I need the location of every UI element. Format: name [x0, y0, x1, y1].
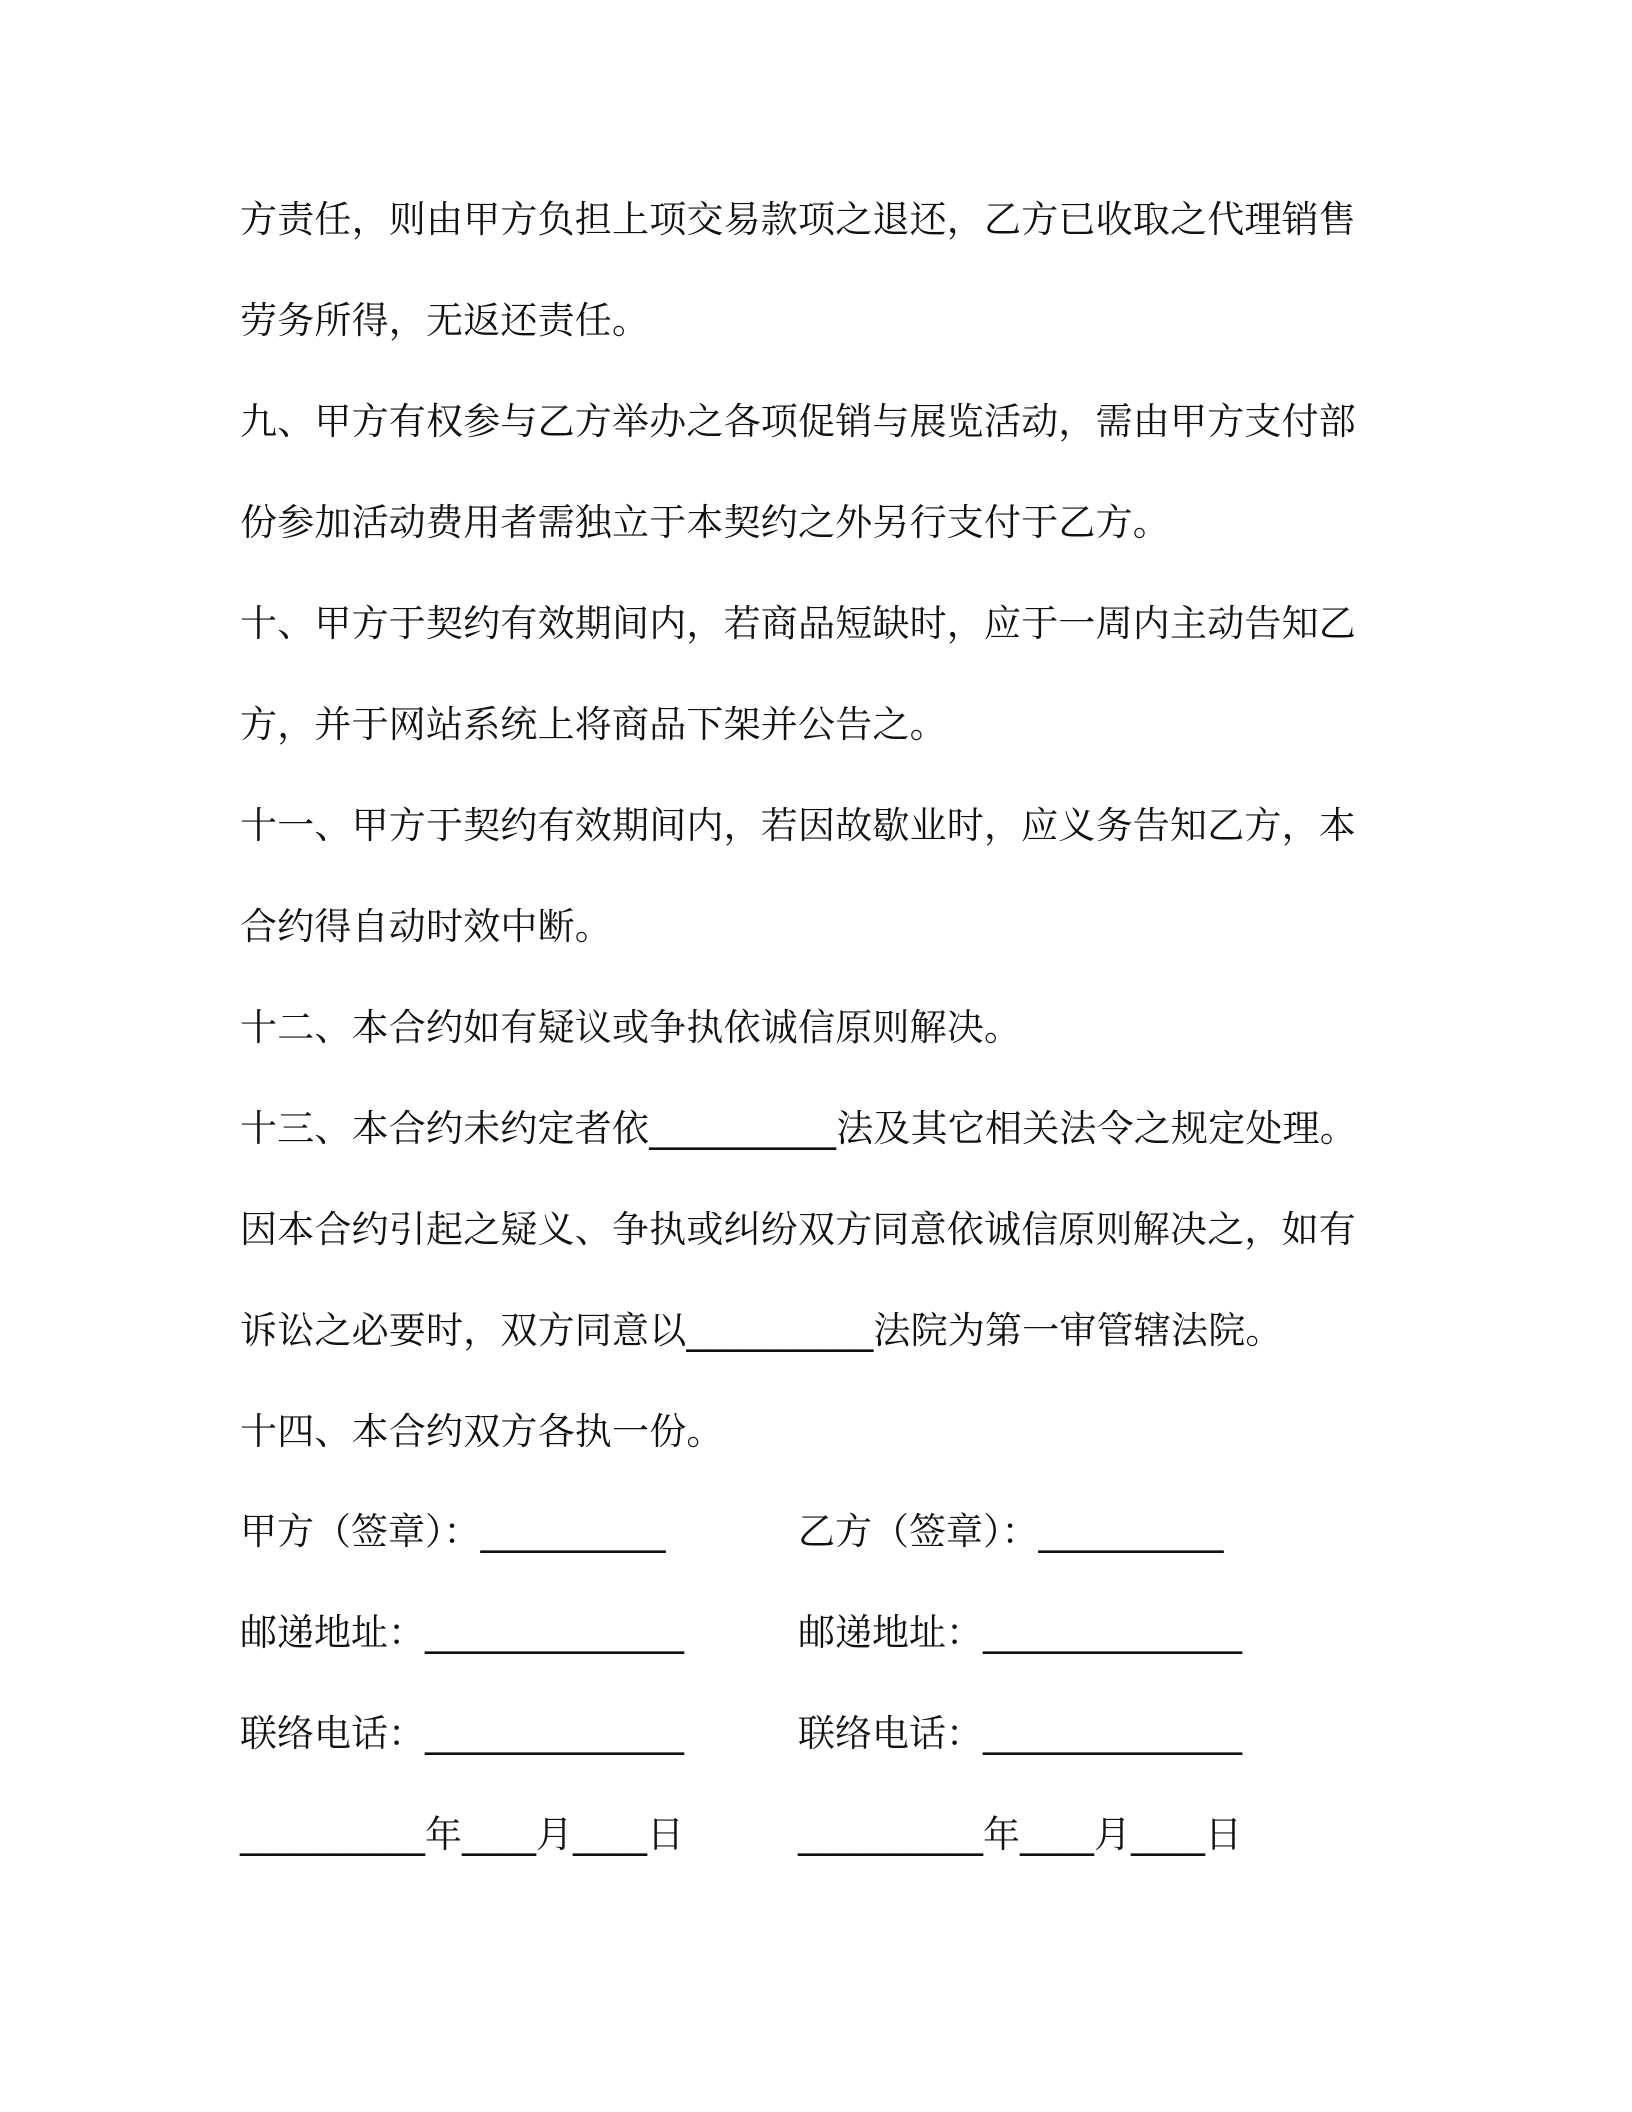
text-line: 方，并于网站系统上将商品下架并公告之。	[240, 703, 947, 746]
text-line: 方责任，则由甲方负担上项交易款项之退还，乙方已收取之代理销售	[240, 198, 1356, 241]
party-a-phone-field: 联络电话：______________	[240, 1712, 684, 1755]
party-a-seal-field: 甲方（签章）：__________	[240, 1510, 666, 1553]
clause-10-line: 十、甲方于契约有效期间内，若商品短缺时，应于一周内主动告知乙	[240, 602, 1356, 645]
phone-row	[240, 1704, 1360, 1805]
text-line: 合约得自动时效中断。	[240, 905, 612, 948]
date-row	[240, 1805, 1360, 1906]
party-b-phone-field: 联络电话：______________	[798, 1712, 1242, 1755]
text-line: 份参加活动费用者需独立于本契约之外另行支付于乙方。	[240, 501, 1170, 544]
address-row	[240, 1603, 1360, 1704]
signature-block	[240, 1502, 1360, 1906]
contract-body	[240, 190, 1360, 1503]
party-a-date-field: __________年____月____日	[240, 1813, 684, 1856]
clause-12-line: 十二、本合约如有疑议或争执依诚信原则解决。	[240, 1006, 1022, 1049]
signature-row	[240, 1502, 1360, 1603]
clause-13-line: 十三、本合约未约定者依__________法及其它相关法令之规定处理。	[240, 1107, 1357, 1150]
text-line: 因本合约引起之疑义、争执或纠纷双方同意依诚信原则解决之，如有	[240, 1208, 1356, 1251]
text-line: 诉讼之必要时，双方同意以__________法院为第一审管辖法院。	[240, 1309, 1283, 1352]
text-line: 劳务所得，无返还责任。	[240, 299, 650, 342]
clause-11-line: 十一、甲方于契约有效期间内，若因故歇业时，应义务告知乙方，本	[240, 804, 1356, 847]
clause-9-line: 九、甲方有权参与乙方举办之各项促销与展览活动，需由甲方支付部	[240, 400, 1356, 443]
party-b-date-field: __________年____月____日	[798, 1813, 1242, 1856]
clause-14-line: 十四、本合约双方各执一份。	[240, 1410, 724, 1453]
party-b-seal-field: 乙方（签章）：__________	[798, 1510, 1224, 1553]
party-a-address-field: 邮递地址：______________	[240, 1611, 684, 1654]
party-b-address-field: 邮递地址：______________	[798, 1611, 1242, 1654]
